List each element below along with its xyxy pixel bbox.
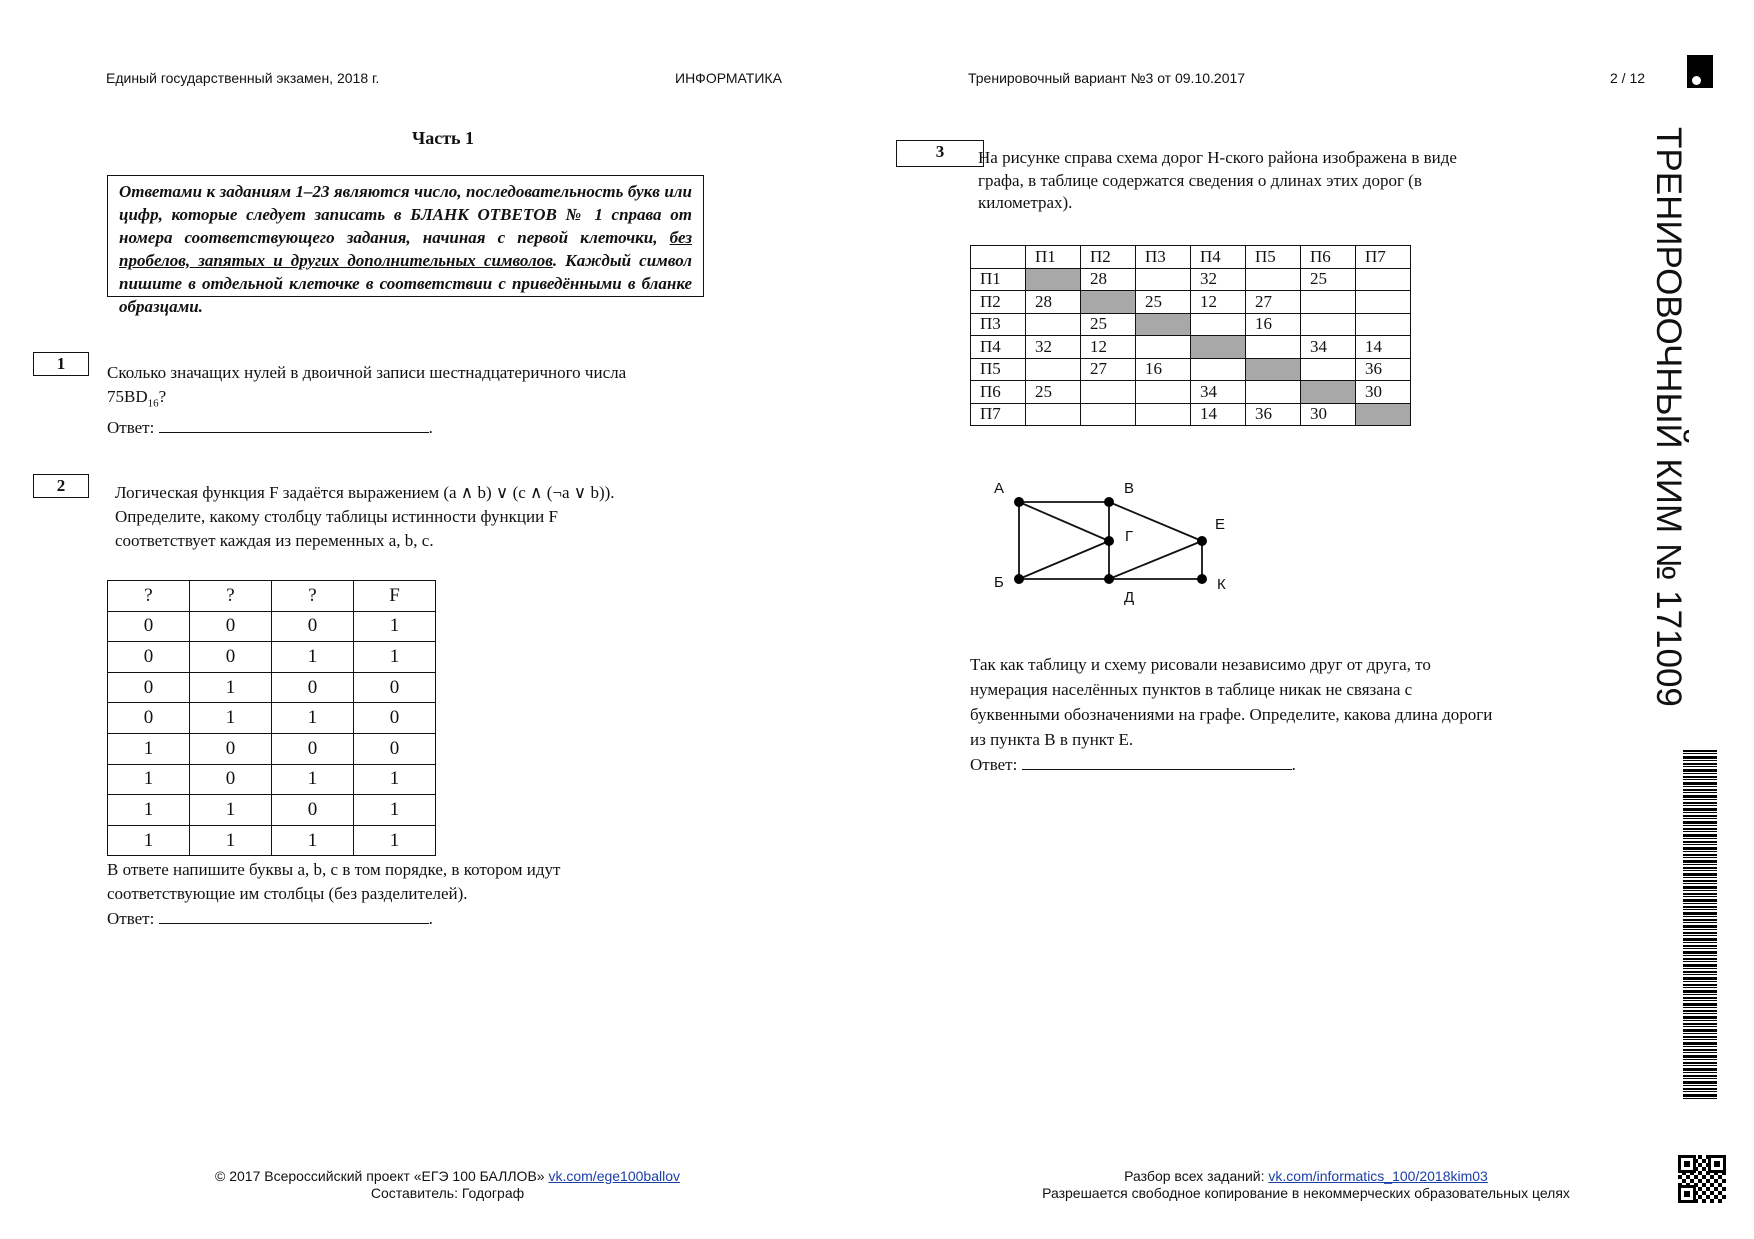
distance-header-cell: П3	[1136, 246, 1191, 269]
distance-cell	[1301, 313, 1356, 336]
header-page-number: 2 / 12	[1610, 70, 1646, 86]
qr-finder	[1678, 1185, 1696, 1203]
truth-table-cell: 1	[272, 703, 354, 734]
distance-table	[970, 245, 1411, 426]
q2-answer-row: Ответ: .	[107, 906, 727, 931]
footer-analysis-label: Разбор всех заданий:	[1124, 1168, 1269, 1184]
truth-table-row	[108, 703, 436, 734]
corner-marker-dot	[1692, 76, 1701, 85]
truth-table-cell: 0	[108, 703, 190, 734]
distance-diagonal-cell	[1246, 358, 1301, 381]
q3-answer-field[interactable]	[1022, 752, 1292, 770]
distance-cell: 25	[1301, 268, 1356, 291]
truth-table-cell: 0	[190, 642, 272, 673]
truth-table-cell: 0	[354, 672, 436, 703]
truth-table-cell: 1	[190, 825, 272, 856]
truth-table-row	[108, 795, 436, 826]
truth-table-cell: 1	[190, 672, 272, 703]
distance-diagonal-cell	[1081, 291, 1136, 314]
distance-cell: 25	[1026, 381, 1081, 404]
distance-cell	[1081, 381, 1136, 404]
truth-table-cell: 0	[108, 611, 190, 642]
distance-row-label: П5	[971, 358, 1026, 381]
truth-table	[107, 580, 436, 856]
truth-table-cell: 1	[108, 733, 190, 764]
distance-cell	[1191, 313, 1246, 336]
truth-table-row	[108, 733, 436, 764]
distance-cell	[1246, 336, 1301, 359]
graph-nodes	[1014, 497, 1207, 584]
q1-value: 75BD	[107, 387, 148, 406]
distance-cell: 25	[1081, 313, 1136, 336]
instructions-text-end: . Каждый символ пишите в отдельной клеточке в соответствии с приведёнными в бланке образцами.	[119, 251, 692, 316]
truth-table-cell: 0	[272, 611, 354, 642]
q3-after4: из пункта В в пункт Е.	[970, 730, 1134, 749]
truth-table-cell: 0	[108, 642, 190, 673]
truth-table-cell: 0	[272, 733, 354, 764]
distance-header-cell: П1	[1026, 246, 1081, 269]
distance-table-row	[971, 313, 1411, 336]
truth-table-row	[108, 825, 436, 856]
truth-table-cell: 0	[354, 733, 436, 764]
distance-cell: 36	[1246, 403, 1301, 426]
q1-suffix: ?	[158, 387, 167, 406]
distance-cell: 27	[1081, 358, 1136, 381]
node-d	[1104, 574, 1114, 584]
label-k: К	[1217, 576, 1226, 593]
instructions-box	[107, 175, 704, 316]
distance-cell: 16	[1246, 313, 1301, 336]
header-exam: Единый государственный экзамен, 2018 г.	[106, 70, 380, 86]
distance-header-cell: П7	[1356, 246, 1411, 269]
label-d: Д	[1124, 589, 1135, 606]
q2-number-box: 2	[33, 474, 89, 498]
label-a: А	[994, 480, 1005, 497]
instructions-underlined: без пробелов, запятых и других дополнительных символов	[119, 228, 692, 270]
label-e: Е	[1215, 516, 1226, 533]
q1-answer-row: Ответ: .	[107, 415, 727, 440]
distance-header-cell	[971, 246, 1026, 269]
q3-after-block	[970, 652, 1610, 777]
distance-cell	[1356, 291, 1411, 314]
distance-cell	[1356, 313, 1411, 336]
truth-table-row	[108, 611, 436, 642]
road-graph	[980, 470, 1240, 610]
truth-table-cell: 1	[108, 825, 190, 856]
distance-cell: 12	[1081, 336, 1136, 359]
distance-cell	[1081, 403, 1136, 426]
distance-header-cell: П5	[1246, 246, 1301, 269]
vertical-title	[1648, 127, 1688, 717]
answer-label: Ответ:	[107, 909, 155, 928]
edge-d-e	[1109, 541, 1202, 579]
distance-cell: 30	[1356, 381, 1411, 404]
distance-cell: 14	[1356, 336, 1411, 359]
truth-table-cell: 1	[354, 642, 436, 673]
truth-table-cell: 1	[108, 764, 190, 795]
distance-diagonal-cell	[1136, 313, 1191, 336]
distance-cell	[1301, 358, 1356, 381]
q3-after1: Так как таблицу и схему рисовали независимо друг от друга, то	[970, 655, 1431, 674]
truth-table-header	[108, 581, 436, 612]
truth-table-row	[108, 672, 436, 703]
header-subject: ИНФОРМАТИКА	[675, 70, 782, 86]
edge-b-g	[1019, 541, 1109, 579]
truth-table-cell: 0	[190, 611, 272, 642]
distance-cell	[1136, 403, 1191, 426]
header-variant: Тренировочный вариант №3 от 09.10.2017	[968, 70, 1246, 86]
truth-header-cell: ?	[108, 581, 190, 612]
distance-diagonal-cell	[1026, 268, 1081, 291]
truth-table-cell: 1	[354, 611, 436, 642]
distance-diagonal-cell	[1191, 336, 1246, 359]
footer-link-ege100[interactable]: vk.com/ege100ballov	[548, 1168, 680, 1184]
distance-cell	[1246, 268, 1301, 291]
distance-cell: 32	[1026, 336, 1081, 359]
distance-row-label: П3	[971, 313, 1026, 336]
node-e	[1197, 536, 1207, 546]
truth-table-cell: 0	[272, 672, 354, 703]
distance-table-header	[971, 246, 1411, 269]
distance-cell: 27	[1246, 291, 1301, 314]
distance-diagonal-cell	[1356, 403, 1411, 426]
part-title: Часть 1	[412, 128, 475, 148]
truth-table-row	[108, 764, 436, 795]
distance-header-cell: П2	[1081, 246, 1136, 269]
distance-table-row	[971, 268, 1411, 291]
truth-table-cell: 0	[354, 703, 436, 734]
q2-line1: Логическая функция F задаётся выражением (a ∧ b) ∨ (c ∧ (¬a ∨ b)).	[115, 483, 615, 502]
footer-author: Составитель: Годограф	[370, 1185, 525, 1201]
distance-cell: 36	[1356, 358, 1411, 381]
distance-cell	[1356, 268, 1411, 291]
q1-text-block	[107, 361, 727, 440]
footer-link-analysis[interactable]: vk.com/informatics_100/2018kim03	[1268, 1168, 1488, 1184]
node-g	[1104, 536, 1114, 546]
q1-answer-field[interactable]	[159, 415, 429, 433]
distance-cell	[1191, 358, 1246, 381]
q2-text-block	[115, 481, 735, 553]
q3-line1: На рисунке справа схема дорог Н-ского района изображена в виде	[978, 148, 1457, 167]
truth-table-cell: 1	[190, 703, 272, 734]
truth-table-row	[108, 642, 436, 673]
distance-diagonal-cell	[1301, 381, 1356, 404]
distance-cell	[1026, 358, 1081, 381]
distance-header-cell: П6	[1301, 246, 1356, 269]
node-k	[1197, 574, 1207, 584]
node-b	[1014, 574, 1024, 584]
q3-text-block	[978, 147, 1618, 215]
qr-finder	[1708, 1155, 1726, 1173]
q2-after1: В ответе напишите буквы a, b, c в том порядке, в котором идут	[107, 860, 561, 879]
distance-cell	[1136, 268, 1191, 291]
distance-cell: 30	[1301, 403, 1356, 426]
distance-row-label: П6	[971, 381, 1026, 404]
truth-table-cell: 1	[272, 642, 354, 673]
distance-cell: 28	[1026, 291, 1081, 314]
distance-cell	[1026, 403, 1081, 426]
truth-table-cell: 1	[354, 825, 436, 856]
q2-answer-field[interactable]	[159, 906, 429, 924]
q2-after2: соответствующие им столбцы (без разделителей).	[107, 884, 468, 903]
distance-cell	[1026, 313, 1081, 336]
q3-line3: километрах).	[978, 193, 1073, 212]
answer-label: Ответ:	[107, 418, 155, 438]
barcode	[1683, 750, 1717, 1100]
vertical-title-text: ТРЕНИРОВОЧНЫЙ КИМ № 171009	[1649, 127, 1688, 707]
truth-header-cell: F	[354, 581, 436, 612]
truth-table-cell: 0	[108, 672, 190, 703]
node-a	[1014, 497, 1024, 507]
distance-cell: 14	[1191, 403, 1246, 426]
label-g: Г	[1125, 528, 1134, 545]
q3-answer-row: Ответ: .	[970, 752, 1610, 777]
edge-v-e	[1109, 502, 1202, 541]
distance-row-label: П2	[971, 291, 1026, 314]
q1-text: Сколько значащих нулей в двоичной записи шестнадцатеричного числа	[107, 363, 627, 382]
truth-header-cell: ?	[272, 581, 354, 612]
distance-cell: 34	[1301, 336, 1356, 359]
footer-left-line1	[160, 1168, 735, 1185]
distance-cell: 25	[1136, 291, 1191, 314]
qr-finder	[1678, 1155, 1696, 1173]
node-v	[1104, 497, 1114, 507]
distance-row-label: П1	[971, 268, 1026, 291]
truth-table-cell: 1	[190, 795, 272, 826]
distance-cell	[1136, 336, 1191, 359]
distance-cell: 28	[1081, 268, 1136, 291]
truth-header-cell: ?	[190, 581, 272, 612]
distance-table-row	[971, 336, 1411, 359]
distance-table-row	[971, 291, 1411, 314]
truth-table-cell: 1	[108, 795, 190, 826]
truth-table-cell: 0	[190, 733, 272, 764]
distance-table-row	[971, 358, 1411, 381]
distance-header-cell: П4	[1191, 246, 1246, 269]
q1-subscript: 16	[147, 397, 159, 410]
q3-line2: графа, в таблице содержатся сведения о длинах этих дорог (в	[978, 170, 1422, 190]
distance-cell: 32	[1191, 268, 1246, 291]
distance-cell	[1136, 381, 1191, 404]
q2-line2: Определите, какому столбцу таблицы истинности функции F	[115, 507, 558, 526]
footer-right	[1000, 1168, 1612, 1202]
footer-copyright: © 2017 Всероссийский проект «ЕГЭ 100 БАЛЛОВ»	[215, 1168, 549, 1184]
q1-number-box: 1	[33, 352, 89, 376]
q2-after-block	[107, 858, 727, 931]
truth-table-cell: 1	[272, 764, 354, 795]
edge-a-g	[1019, 502, 1109, 541]
distance-cell: 16	[1136, 358, 1191, 381]
answer-label: Ответ:	[970, 755, 1018, 774]
q3-after2: нумерация населённых пунктов в таблице никак не связана с	[970, 680, 1413, 699]
footer-left	[160, 1168, 735, 1202]
q3-number-box: 3	[896, 140, 984, 167]
q2-line3: соответствует каждая из переменных a, b, c.	[115, 531, 434, 550]
distance-row-label: П4	[971, 336, 1026, 359]
distance-table-row	[971, 381, 1411, 404]
distance-cell	[1246, 381, 1301, 404]
truth-table-cell: 0	[190, 764, 272, 795]
truth-table-cell: 1	[272, 825, 354, 856]
distance-cell: 12	[1191, 291, 1246, 314]
distance-cell	[1301, 291, 1356, 314]
instructions-text: Ответами к заданиям 1–23 являются число, последовательность букв или цифр, которые следует записать в БЛАНК ОТВЕТОВ № 1 справа от номера соответствующего задания, начиная с первой клеточки,	[119, 182, 692, 247]
distance-table-row	[971, 403, 1411, 426]
qr-code	[1678, 1155, 1726, 1203]
truth-table-cell: 1	[354, 795, 436, 826]
truth-table-cell: 0	[272, 795, 354, 826]
q3-after3: буквенными обозначениями на графе. Определите, какова длина дороги	[970, 705, 1493, 724]
label-b: Б	[994, 574, 1004, 591]
label-v: В	[1124, 480, 1135, 497]
footer-right-line1	[1000, 1168, 1612, 1185]
q1-number-line	[107, 385, 727, 415]
footer-license: Разрешается свободное копирование в некоммерческих образовательных целях	[1042, 1185, 1570, 1201]
distance-row-label: П7	[971, 403, 1026, 426]
distance-cell: 34	[1191, 381, 1246, 404]
truth-table-cell: 1	[354, 764, 436, 795]
